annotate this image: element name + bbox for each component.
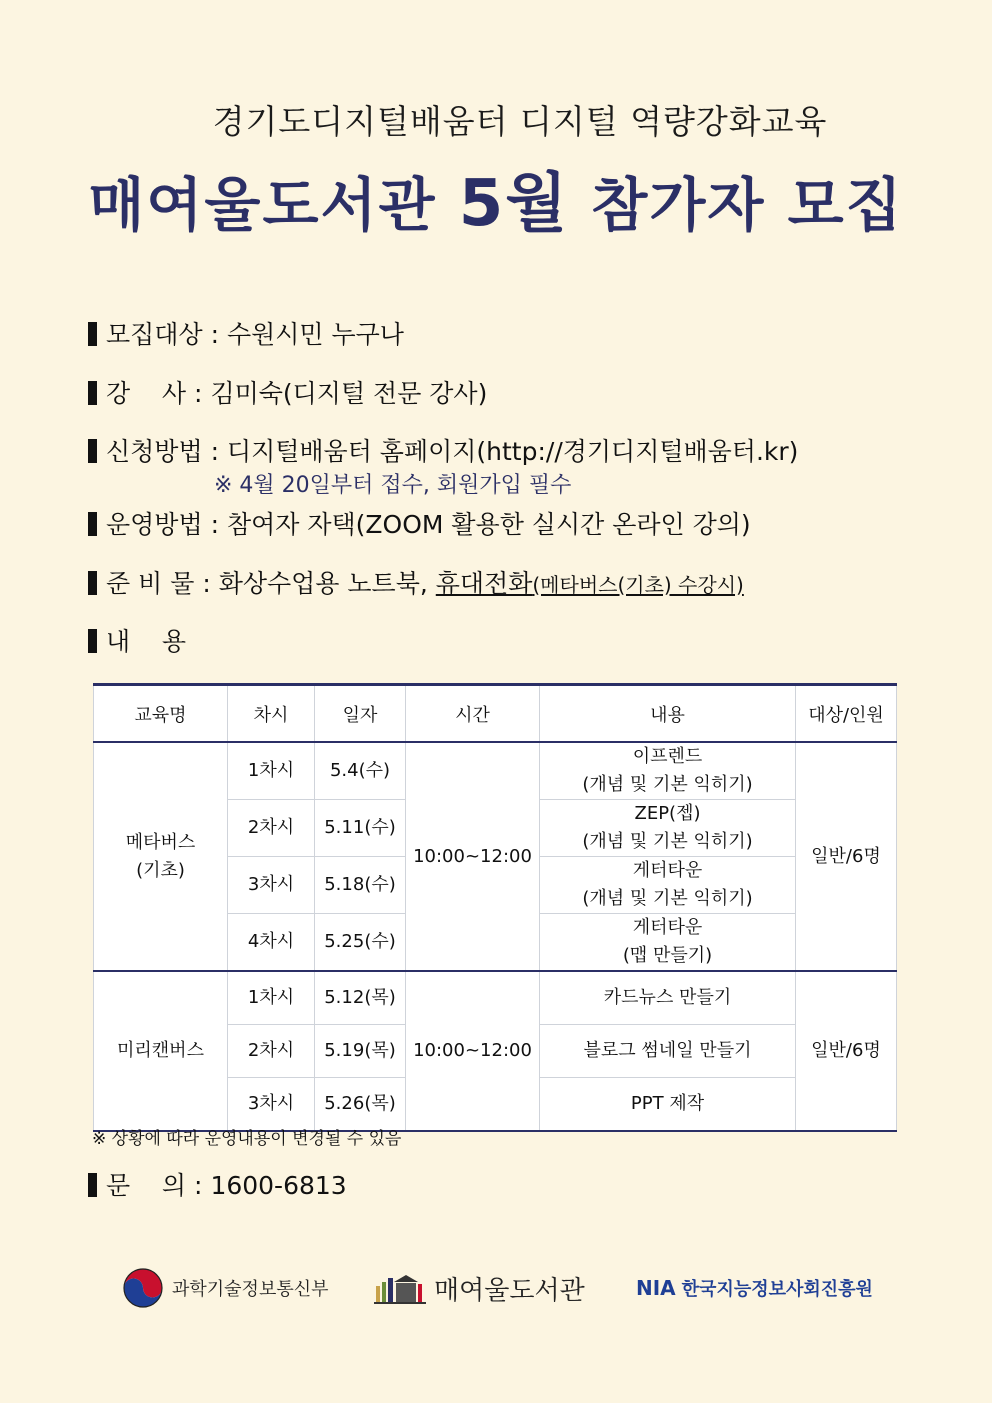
target-cell: 일반/6명 — [796, 742, 897, 971]
colon: : — [194, 1171, 203, 1200]
session-cell: 2차시 — [228, 800, 315, 857]
content-cell: 블로그 썸네일 만들기 — [540, 1025, 796, 1078]
course-name-line: 메타버스 — [125, 831, 196, 853]
session-cell: 4차시 — [228, 914, 315, 972]
info-label: 준 비 물 — [106, 569, 195, 598]
content-cell — [540, 857, 796, 914]
bullet-marker — [88, 512, 97, 536]
table-row — [94, 742, 897, 800]
logo-msit — [122, 1268, 329, 1308]
logo-library — [374, 1268, 585, 1308]
title-library: 매여울도서관 — [88, 171, 437, 239]
session-cell: 1차시 — [228, 971, 315, 1025]
colon: : — [210, 320, 219, 349]
info-instructor — [88, 374, 487, 410]
prep-condition: (메타버스(기초) 수강시) — [532, 573, 744, 597]
apply-url[interactable]: 디지털배움터 홈페이지(http://경기디지털배움터.kr) — [226, 437, 799, 466]
apply-note: ※ 4월 20일부터 접수, 회원가입 필수 — [214, 473, 572, 498]
content-cell — [540, 800, 796, 857]
info-label: 운영방법 — [106, 510, 203, 539]
header-cell: 내용 — [540, 685, 796, 743]
info-value: 참여자 자택(ZOOM 활용한 실시간 온라인 강의) — [226, 510, 751, 539]
colon: : — [202, 569, 211, 598]
info-label: 강 사 — [106, 379, 187, 408]
table-note: ※ 상황에 따라 운영내용이 변경될 수 있음 — [92, 1129, 402, 1149]
colon: : — [210, 510, 219, 539]
content-cell — [540, 742, 796, 800]
bullet-marker — [88, 322, 97, 346]
schedule-table — [93, 683, 897, 1132]
header-cell: 시간 — [406, 685, 540, 743]
date-cell: 5.4(수) — [315, 742, 406, 800]
content-line: 게터타운 — [632, 917, 703, 938]
target-cell: 일반/6명 — [796, 971, 897, 1131]
content-line: (개념 및 기본 익히기) — [582, 831, 753, 852]
table-row — [94, 971, 897, 1025]
library-books-icon — [374, 1272, 426, 1304]
content-cell: PPT 제작 — [540, 1078, 796, 1132]
session-cell: 2차시 — [228, 1025, 315, 1078]
content-line: (개념 및 기본 익히기) — [582, 888, 753, 909]
header-cell: 대상/인원 — [796, 685, 897, 743]
header-cell: 일자 — [315, 685, 406, 743]
table-header-row — [94, 685, 897, 743]
title-month: 5월 — [458, 167, 570, 241]
info-label: 내 용 — [106, 627, 187, 656]
date-cell: 5.26(목) — [315, 1078, 406, 1132]
content-line: ZEP(젭) — [634, 803, 701, 824]
info-method — [88, 505, 751, 541]
info-content — [88, 622, 186, 658]
info-value: 화상수업용 노트북, — [218, 569, 428, 598]
info-contact — [88, 1166, 347, 1202]
content-cell: 카드뉴스 만들기 — [540, 971, 796, 1025]
logo-nia-text: 한국지능정보사회진흥원 — [681, 1279, 873, 1300]
content-line: 게터타운 — [632, 860, 703, 881]
colon: : — [210, 437, 219, 466]
info-label: 문 의 — [106, 1171, 187, 1200]
info-label: 모집대상 — [106, 320, 203, 349]
header-cell: 차시 — [228, 685, 315, 743]
page-title — [0, 152, 992, 244]
session-cell: 1차시 — [228, 742, 315, 800]
taegeuk-icon — [122, 1267, 164, 1309]
prep-phone: 휴대전화 — [435, 569, 533, 598]
date-cell: 5.18(수) — [315, 857, 406, 914]
course-name: 미리캔버스 — [94, 971, 228, 1131]
info-value: 김미숙(디지털 전문 강사) — [210, 379, 488, 408]
date-cell: 5.12(목) — [315, 971, 406, 1025]
info-apply — [88, 432, 798, 468]
date-cell: 5.25(수) — [315, 914, 406, 972]
bullet-marker — [88, 571, 97, 595]
subtitle: 경기도디지털배움터 디지털 역량강화교육 — [212, 102, 828, 141]
contact-phone[interactable]: 1600-6813 — [210, 1171, 347, 1200]
logo-nia-mark: NIA — [636, 1276, 676, 1300]
info-label: 신청방법 — [106, 437, 203, 466]
content-line: 이프렌드 — [632, 746, 703, 767]
date-cell: 5.19(목) — [315, 1025, 406, 1078]
content-cell — [540, 914, 796, 972]
bullet-marker — [88, 439, 97, 463]
info-target — [88, 315, 404, 351]
session-cell: 3차시 — [228, 1078, 315, 1132]
date-cell: 5.11(수) — [315, 800, 406, 857]
course-name — [94, 742, 228, 971]
logo-library-text: 매여울도서관 — [434, 1275, 585, 1306]
header-cell: 교육명 — [94, 685, 228, 743]
course-name-line: (기초) — [136, 859, 185, 881]
bullet-marker — [88, 381, 97, 405]
content-line: (맵 만들기) — [622, 945, 713, 966]
logo-msit-text: 과학기술정보통신부 — [172, 1279, 329, 1300]
colon: : — [194, 379, 203, 408]
bullet-marker — [88, 1173, 97, 1197]
session-cell: 3차시 — [228, 857, 315, 914]
time-cell: 10:00~12:00 — [406, 742, 540, 971]
content-line: (개념 및 기본 익히기) — [582, 774, 753, 795]
info-prep — [88, 564, 744, 600]
title-recruit: 참가자 모집 — [591, 171, 904, 239]
bullet-marker — [88, 629, 97, 653]
time-cell: 10:00~12:00 — [406, 971, 540, 1131]
info-value: 수원시민 누구나 — [226, 320, 404, 349]
logo-nia — [636, 1268, 873, 1308]
info-value-underlined — [436, 569, 744, 598]
